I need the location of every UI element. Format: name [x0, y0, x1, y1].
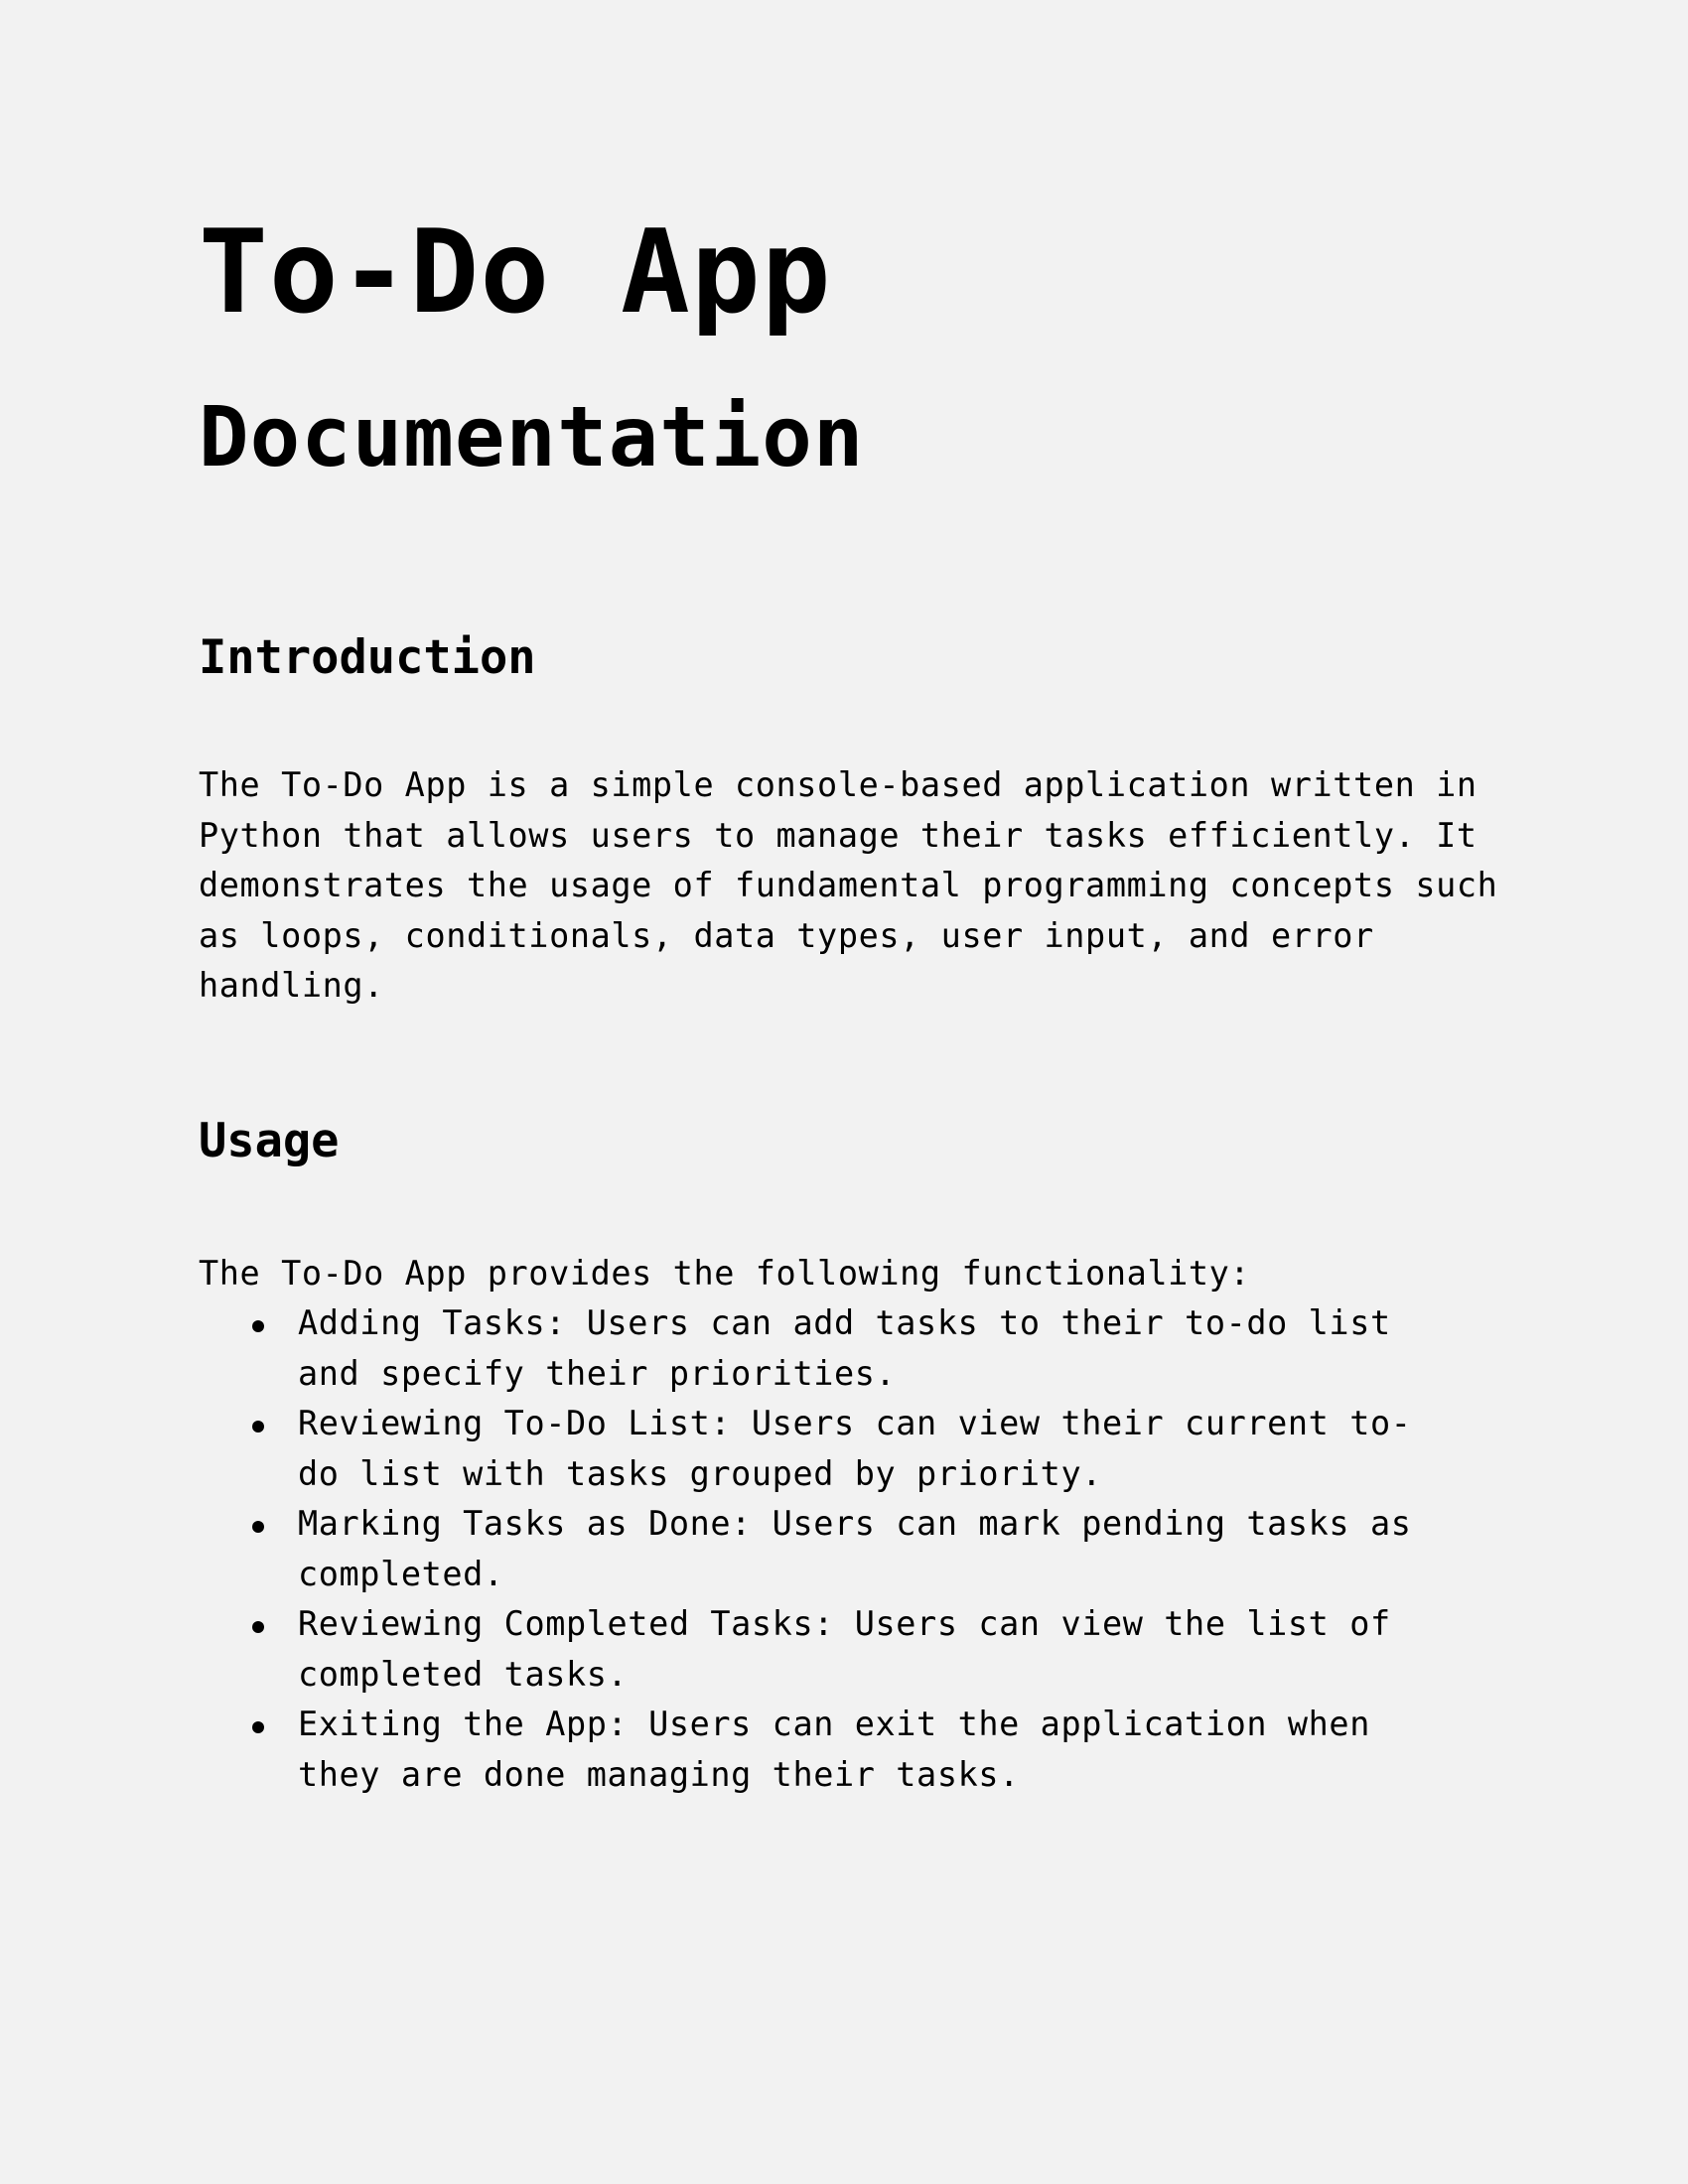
list-item-text: Exiting the App: Users can exit the application when they are done managing their tasks. — [298, 1705, 1370, 1794]
list-item-text: Marking Tasks as Done: Users can mark pending tasks as completed. — [298, 1504, 1412, 1593]
list-item — [199, 1499, 1430, 1599]
document-title: To-Do App — [199, 205, 832, 340]
bullet-icon — [252, 1621, 264, 1633]
document-subtitle: Documentation — [199, 388, 865, 485]
introduction-line: Python that allows users to manage their tasks efficiently. It — [199, 815, 1477, 855]
introduction-line: The To-Do App is a simple console-based application written in — [199, 765, 1477, 804]
feature-list — [199, 1298, 1509, 1800]
usage-lead-text: The To-Do App provides the following functionality: — [199, 1254, 1251, 1293]
list-item — [199, 1298, 1430, 1399]
list-item-text: Reviewing Completed Tasks: Users can view the list of completed tasks. — [298, 1604, 1391, 1694]
bullet-icon — [252, 1320, 264, 1332]
bullet-icon — [252, 1421, 264, 1433]
usage-heading: Usage — [199, 1114, 340, 1168]
list-item — [199, 1700, 1430, 1800]
introduction-heading: Introduction — [199, 630, 536, 685]
list-item — [199, 1599, 1430, 1700]
list-item — [199, 1399, 1430, 1499]
list-item-text: Adding Tasks: Users can add tasks to their to-do list and specify their priorities. — [298, 1303, 1391, 1393]
bullet-icon — [252, 1721, 264, 1733]
introduction-line: demonstrates the usage of fundamental programming concepts such — [199, 866, 1498, 904]
introduction-line: handling. — [199, 966, 384, 1005]
introduction-paragraph — [199, 760, 1509, 1012]
list-item-text: Reviewing To-Do List: Users can view their current to-do list with tasks grouped by priority. — [298, 1404, 1412, 1493]
introduction-line: as loops, conditionals, data types, user input, and error — [199, 915, 1374, 955]
bullet-icon — [252, 1521, 264, 1533]
